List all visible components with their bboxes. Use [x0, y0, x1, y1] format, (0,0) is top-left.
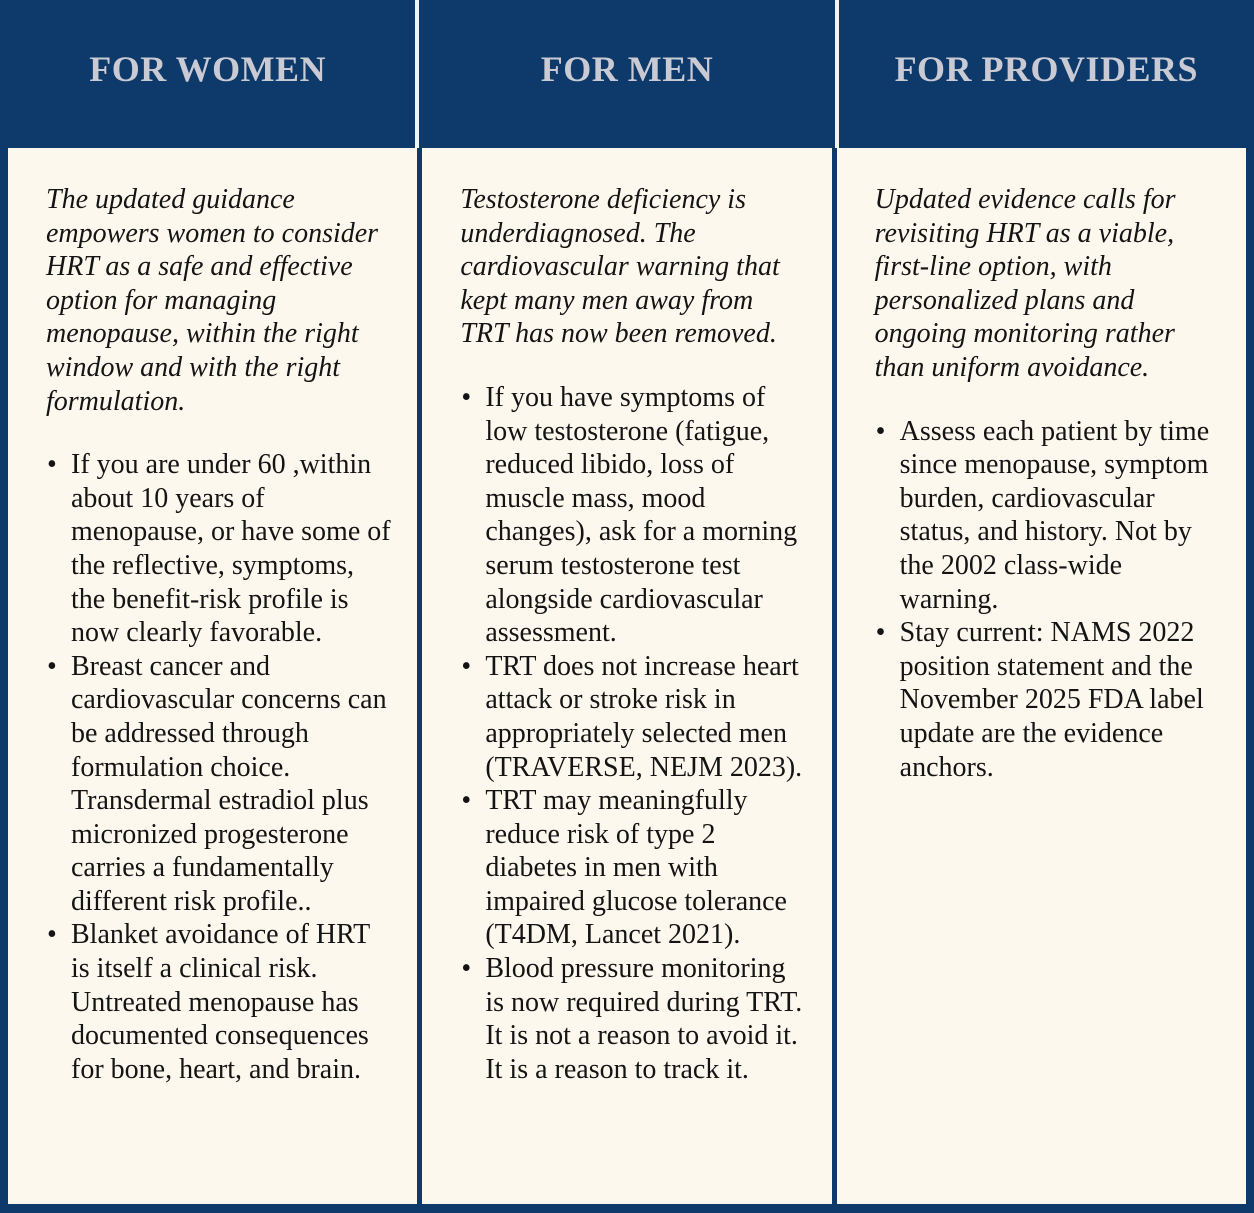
header-for-men: [419, 0, 834, 148]
bullet-icon: •: [461, 785, 472, 817]
bullet-icon: •: [47, 650, 57, 682]
bullet-item: [460, 650, 805, 784]
bullet-text: If you have symptoms of low testosterone (fatigue, reduced libido, loss of muscle mass, mood changes), ask for a morning serum testosterone test alongside cardiovascular assessment.: [485, 381, 798, 649]
bullet-item: [460, 784, 805, 952]
column-title-men: FOR MEN: [540, 49, 714, 89]
body-row: [0, 148, 1254, 1213]
bullet-text: Blanket avoidance of HRT is itself a clinical risk. Untreated menopause has documented consequences for bone, heart, and brain.: [71, 919, 370, 1085]
bullet-item: [460, 952, 805, 1086]
intro-paragraph-women: The updated guidance empowers women to consider HRT as a safe and effective option for managing menopause, within the right window and with the right formulation.: [46, 184, 379, 417]
bullet-item: [46, 650, 391, 919]
bullet-icon: •: [875, 415, 886, 447]
bullet-item: [875, 616, 1220, 784]
bullet-text: Blood pressure monitoring is now required during TRT. It is not a reason to avoid it. It is a reason to track it.: [485, 953, 803, 1085]
column-body-providers: [837, 148, 1246, 1204]
header-for-women: [0, 0, 415, 148]
header-row: [0, 0, 1254, 148]
column-title-women: FOR WOMEN: [89, 49, 327, 89]
bullet-item: [460, 381, 805, 650]
bullet-item: [46, 918, 391, 1086]
intro-paragraph-providers: Updated evidence calls for revisiting HRT as a viable, first-line option, with personalized plans and ongoing monitoring rather than uniform avoidance.: [874, 184, 1176, 383]
bullet-icon: •: [461, 381, 472, 413]
bullet-icon: •: [47, 919, 57, 951]
bullet-text: TRT may meaningfully reduce risk of type 2 diabetes in men with impaired glucose tolerance (T4DM, Lancet 2021).: [485, 785, 787, 951]
bullet-text: If you are under 60 ,within about 10 years of menopause, or have some of the reflective, symptoms, the benefit-risk profile is now clearly favorable.: [71, 449, 391, 649]
bullet-list-women: [46, 448, 391, 1086]
bullet-item: [46, 448, 391, 650]
header-for-providers: [839, 0, 1254, 148]
bullet-icon: •: [47, 449, 57, 481]
bullet-list-men: [460, 381, 805, 1086]
bullet-text: Assess each patient by time since menopause, symptom burden, cardiovascular status, and history. Not by the 2002 class-wide warning.: [899, 415, 1210, 615]
column-title-providers: FOR PROVIDERS: [894, 49, 1199, 89]
column-body-men: [422, 148, 831, 1204]
column-body-women: [8, 148, 417, 1204]
bullet-icon: •: [461, 953, 472, 985]
bullet-item: [875, 415, 1220, 617]
bullet-text: Stay current: NAMS 2022 position statement and the November 2025 FDA label update are the evidence anchors.: [899, 617, 1204, 783]
bullet-icon: •: [875, 617, 886, 649]
bullet-list-providers: [875, 415, 1220, 785]
intro-paragraph-men: Testosterone deficiency is underdiagnosed. The cardiovascular warning that kept many men away from TRT has now been removed.: [460, 184, 780, 350]
bullet-text: Breast cancer and cardiovascular concerns can be addressed through formulation choice. Transdermal estradiol plus micronized progesterone carries a fundamentally different risk profile..: [71, 650, 387, 917]
bullet-icon: •: [461, 650, 472, 682]
bullet-text: TRT does not increase heart attack or stroke risk in appropriately selected men (TRAVERSE, NEJM 2023).: [485, 650, 803, 783]
